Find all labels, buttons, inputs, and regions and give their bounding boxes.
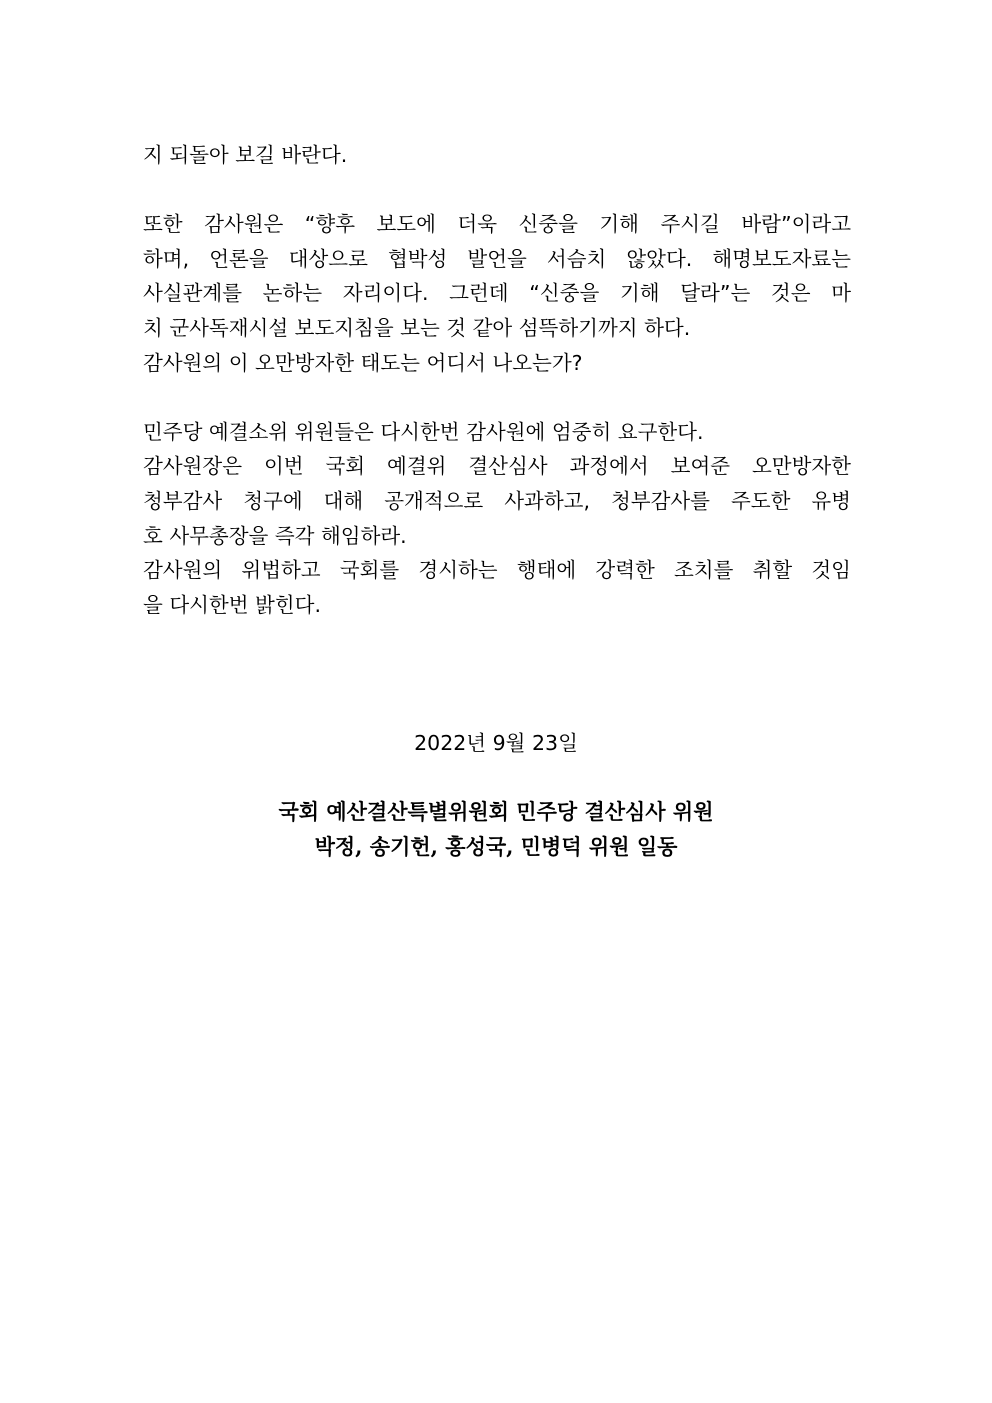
signature-members: 박정, 송기헌, 홍성국, 민병덕 위원 일동	[314, 834, 678, 859]
body-line: 지 되돌아 보길 바란다.	[143, 143, 348, 167]
body-line: 사실관계를 논하는 자리이다. 그런데 “신중을 기해 달라”는 것은 마	[143, 281, 851, 306]
statement-date: 2022년 9월 23일	[414, 731, 578, 755]
body-line: 청부감사 청구에 대해 공개적으로 사과하고, 청부감사를 주도한 유병	[143, 488, 851, 513]
statement-body	[143, 138, 851, 622]
paragraph-gap	[143, 380, 851, 415]
body-line: 치 군사독재시설 보도지침을 보는 것 같아 섬뜩하기까지 하다.	[143, 315, 691, 340]
body-line: 또한 감사원은 “향후 보도에 더욱 신중을 기해 주시길 바람”이라고	[143, 212, 851, 237]
body-line: 감사원의 이 오만방자한 태도는 어디서 나오는가?	[143, 350, 583, 375]
body-line: 감사원의 위법하고 국회를 경시하는 행태에 강력한 조치를 취할 것임	[143, 558, 851, 583]
body-line: 하며, 언론을 대상으로 협박성 발언을 서슴치 않았다. 해명보도자료는	[143, 246, 851, 271]
body-line: 감사원장은 이번 국회 예결위 결산심사 과정에서 보여준 오만방자한	[143, 454, 851, 479]
body-line: 을 다시한번 밝힌다.	[143, 592, 321, 617]
body-line: 호 사무총장을 즉각 해임하라.	[143, 523, 407, 548]
body-line: 민주당 예결소위 위원들은 다시한번 감사원에 엄중히 요구한다.	[143, 419, 704, 444]
paragraph-gap	[143, 173, 851, 208]
signature-committee: 국회 예산결산특별위원회 민주당 결산심사 위원	[278, 799, 714, 824]
